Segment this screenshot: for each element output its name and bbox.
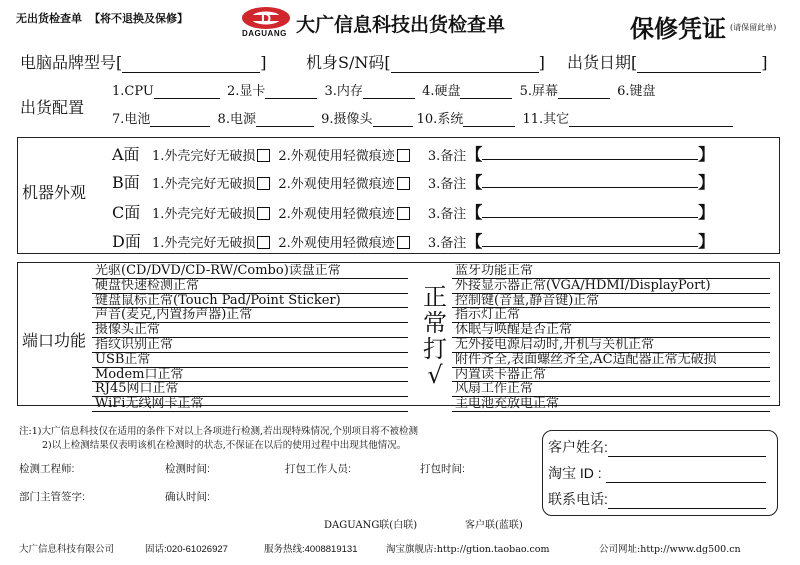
- port-check-item: 控制键(音量,静音键)正常: [452, 294, 770, 309]
- customer-taobao-field[interactable]: [548, 463, 766, 483]
- remark-close-bracket: 】: [698, 173, 715, 192]
- footer-hotline: 服务热线:4008819131: [264, 544, 358, 555]
- remark-open-bracket: 【: [466, 145, 483, 164]
- intact-option-label: 1.外壳完好无破损: [152, 149, 256, 164]
- appearance-row: [112, 229, 714, 252]
- cfg-battery-input[interactable]: [150, 113, 210, 127]
- config-row-2: [112, 108, 733, 127]
- supervisor-label: 部门主管签字:: [19, 491, 85, 503]
- port-check-item: WiFi无线网卡正常: [92, 397, 408, 412]
- port-check-item: 声音(麦克,内置扬声器)正常: [92, 308, 408, 323]
- remark-open-bracket: 【: [466, 232, 483, 251]
- warranty-title: 保修凭证: [630, 16, 726, 43]
- remark-label: 3.备注: [427, 149, 467, 164]
- header-left-title: [16, 10, 188, 26]
- cfg-power-input[interactable]: [256, 113, 314, 127]
- port-check-item: 键盘鼠标正常(Touch Pad/Point Sticker): [92, 294, 408, 309]
- customer-name-label: 客户姓名:: [548, 439, 608, 455]
- ports-left-list: [92, 264, 408, 412]
- intact-checkbox[interactable]: [257, 236, 270, 249]
- footer-company: 大广信息科技有限公司: [19, 544, 115, 555]
- check-hint-char: √: [427, 361, 443, 389]
- wear-option-label: 2.外观使用轻微痕迹: [278, 207, 395, 222]
- confirm-time-label: 确认时间:: [165, 491, 210, 503]
- note-line-2: 2)以上检测结果仅表明该机在检测时的状态,不保证在以后的使用过程中出现其他情况。: [42, 440, 407, 451]
- face-label: C面: [112, 203, 141, 222]
- cfg-other-label: 11.其它: [522, 112, 570, 127]
- port-check-item: RJ45网口正常: [92, 382, 408, 397]
- remark-label: 3.备注: [427, 207, 467, 222]
- remark-open-bracket: 【: [466, 173, 483, 192]
- serial-label: 机身S/N码[: [306, 53, 391, 72]
- check-hint-char: 常: [423, 309, 447, 337]
- remark-close-bracket: 】: [698, 203, 715, 222]
- pack-time-label: 打包时间:: [420, 463, 465, 475]
- brand-model-field[interactable]: 电脑品牌型号[ ]: [20, 53, 267, 72]
- check-time-label: 检测时间:: [165, 463, 210, 475]
- wear-checkbox[interactable]: [397, 177, 410, 190]
- cfg-screen-label: 5.屏幕: [519, 84, 559, 99]
- remark-input[interactable]: [482, 206, 698, 218]
- port-check-item: 指示灯正常: [452, 308, 770, 323]
- face-label: D面: [112, 232, 141, 251]
- port-check-item: 休眠与唤醒是否正常: [452, 323, 770, 338]
- intact-checkbox[interactable]: [257, 149, 270, 162]
- appearance-row: [112, 170, 714, 193]
- no-return-note: 【将不退换及保修】: [89, 13, 189, 25]
- port-check-item: 主电池充放电正常: [452, 397, 770, 412]
- cfg-gpu-label: 2.显卡: [226, 84, 266, 99]
- serial-field[interactable]: 机身S/N码[ ]: [306, 53, 545, 72]
- intact-option-label: 1.外壳完好无破损: [152, 207, 256, 222]
- wear-option-label: 2.外观使用轻微痕迹: [278, 236, 395, 251]
- customer-phone-label: 联系电话:: [548, 491, 608, 507]
- port-check-item: 风扇工作正常: [452, 382, 770, 397]
- customer-name-field[interactable]: [548, 437, 766, 457]
- cfg-keyboard-label: 6.键盘: [617, 84, 656, 99]
- footer-shop: 淘宝旗舰店:http://gtion.taobao.com: [386, 544, 550, 555]
- wear-option-label: 2.外观使用轻微痕迹: [278, 177, 395, 192]
- port-check-item: 摄像头正常: [92, 323, 408, 338]
- cfg-camera-label: 9.摄像头: [321, 112, 373, 127]
- cfg-battery-label: 7.电池: [112, 112, 151, 127]
- intact-option-label: 1.外壳完好无破损: [152, 236, 256, 251]
- ports-check-hint: [422, 284, 448, 388]
- page-title: 大广信息科技出货检查单: [296, 15, 506, 36]
- wear-checkbox[interactable]: [397, 207, 410, 220]
- remark-label: 3.备注: [427, 236, 467, 251]
- remark-close-bracket: 】: [698, 232, 715, 251]
- cfg-other-input[interactable]: [569, 113, 733, 127]
- appearance-label: 机器外观: [22, 183, 87, 202]
- ship-date-label: 出货日期[: [567, 53, 638, 72]
- customer-taobao-label: 淘宝 ID :: [548, 465, 602, 481]
- customer-phone-field[interactable]: [548, 489, 766, 509]
- appearance-row: [112, 142, 714, 165]
- face-label: B面: [112, 173, 140, 192]
- remark-open-bracket: 【: [466, 203, 483, 222]
- wear-option-label: 2.外观使用轻微痕迹: [278, 149, 395, 164]
- check-hint-char: 正: [423, 283, 447, 311]
- cfg-ram-input[interactable]: [363, 85, 415, 99]
- cfg-disk-input[interactable]: [460, 85, 512, 99]
- cfg-cpu-label: 1.CPU: [112, 84, 154, 99]
- wear-checkbox[interactable]: [397, 236, 410, 249]
- logo-text: DAGUANG: [242, 29, 287, 38]
- cfg-screen-input[interactable]: [558, 85, 610, 99]
- footer-tel: 固话:020-61026927: [145, 544, 228, 555]
- cfg-gpu-input[interactable]: [265, 85, 317, 99]
- wear-checkbox[interactable]: [397, 149, 410, 162]
- port-check-item: 外接显示器正常(VGA/HDMI/DisplayPort): [452, 279, 770, 294]
- ports-right-list: [452, 264, 770, 412]
- copy-daguang: DAGUANG联(白联): [324, 520, 418, 531]
- remark-input[interactable]: [482, 176, 698, 188]
- remark-label: 3.备注: [427, 177, 467, 192]
- intact-option-label: 1.外壳完好无破损: [152, 177, 256, 192]
- cfg-os-input[interactable]: [463, 113, 515, 127]
- face-label: A面: [112, 145, 140, 164]
- port-check-item: 指纹识别正常: [92, 338, 408, 353]
- cfg-os-label: 10.系统: [416, 112, 464, 127]
- ship-date-field[interactable]: 出货日期[ ]: [567, 53, 768, 72]
- intact-checkbox[interactable]: [257, 207, 270, 220]
- brand-model-label: 电脑品牌型号[: [20, 53, 123, 72]
- daguang-logo: [240, 6, 292, 38]
- port-check-item: 光驱(CD/DVD/CD-RW/Combo)读盘正常: [92, 264, 408, 279]
- no-return-title: 无出货检查单: [16, 13, 82, 25]
- config-row-1: [112, 80, 656, 99]
- note-line-1: 注:1)大广信息科技仅在适用的条件下对以上各项进行检测,若出现特殊情况,个别项目将不被检测: [19, 426, 418, 437]
- cfg-camera-input[interactable]: [373, 113, 413, 127]
- port-check-item: USB正常: [92, 353, 408, 368]
- port-check-item: 无外接电源启动时,开机与关机正常: [452, 338, 770, 353]
- port-check-item: 内置读卡器正常: [452, 368, 770, 383]
- logo-letter: D: [260, 10, 272, 26]
- intact-checkbox[interactable]: [257, 177, 270, 190]
- warranty-note: (请保留此单): [730, 23, 777, 32]
- ports-label: 端口功能: [22, 331, 87, 350]
- port-check-item: Modem口正常: [92, 368, 408, 383]
- cfg-ram-label: 3.内存: [324, 84, 363, 99]
- remark-input[interactable]: [482, 148, 698, 160]
- cfg-power-label: 8.电源: [217, 112, 256, 127]
- check-hint-char: 打: [423, 335, 447, 363]
- appearance-row: [112, 200, 714, 223]
- remark-close-bracket: 】: [698, 145, 715, 164]
- port-check-item: 硬盘快速检测正常: [92, 279, 408, 294]
- copy-customer: 客户联(蓝联): [465, 520, 523, 531]
- engineer-label: 检测工程师:: [19, 463, 75, 475]
- config-label: 出货配置: [20, 98, 85, 117]
- port-check-item: 附件齐全,表面螺丝齐全,AC适配器正常无破损: [452, 353, 770, 368]
- packer-label: 打包工作人员:: [285, 463, 351, 475]
- port-check-item: 蓝牙功能正常: [452, 264, 770, 279]
- cfg-cpu-input[interactable]: [154, 85, 220, 99]
- footer-site: 公司网址:http://www.dg500.cn: [599, 544, 741, 555]
- remark-input[interactable]: [482, 235, 698, 247]
- cfg-disk-label: 4.硬盘: [422, 84, 461, 99]
